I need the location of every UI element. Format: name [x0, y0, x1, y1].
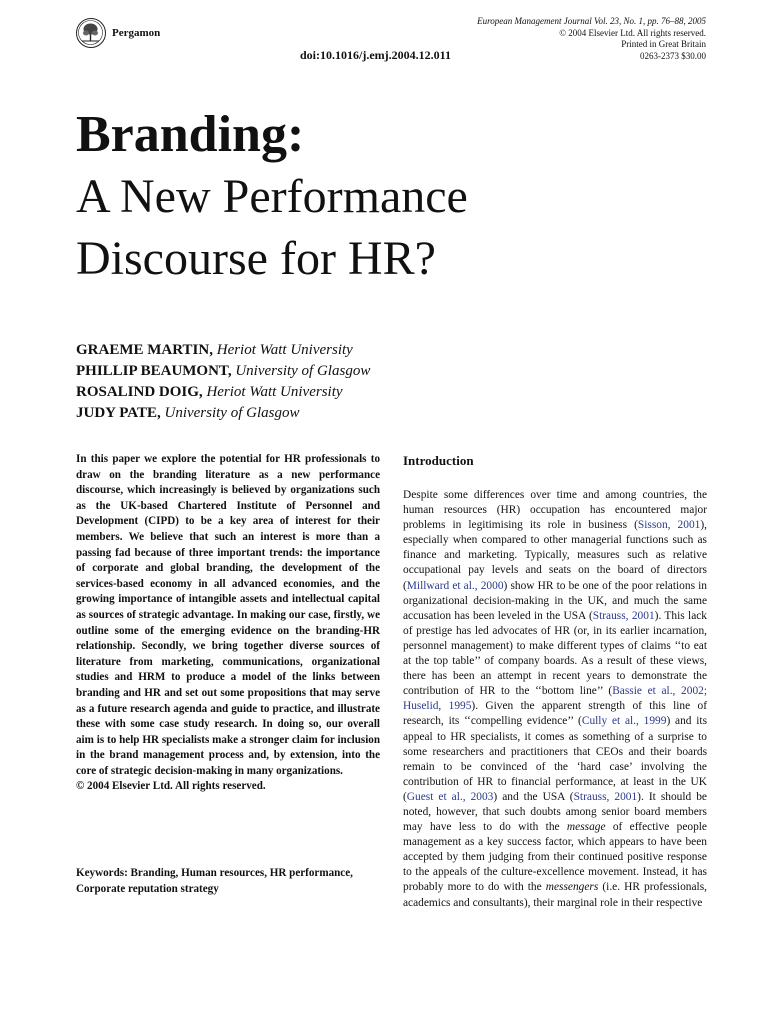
author-affiliation: University of Glasgow [235, 363, 371, 379]
author-entry [76, 340, 370, 361]
author-affiliation: Heriot Watt University [216, 342, 353, 358]
emphasis-text: messengers [545, 881, 599, 894]
author-affiliation: University of Glasgow [164, 405, 300, 421]
body-text-run: ) and its appeal to HR specialists, it comes as something of a surprise to some researchers and practitioners that CEOs and their boards remain to be convinced of the ‘hard case’ involving the contribution of HR to financial performance, at least in the UK ( [403, 715, 708, 803]
citation-link[interactable]: Strauss, 2001 [592, 609, 655, 622]
author-name: ROSALIND DOIG, [76, 384, 203, 400]
title-line-3: Discourse for HR? [76, 232, 436, 285]
journal-printed: Printed in Great Britain [621, 39, 706, 49]
body-text-run: ). This lack of prestige has led advocates of HR (or, in its earlier incarnation, personnel management) to make different types of claims ‘‘to eat at the top table’’ of company boards. As a result of these views, there has been an attempt in recent years to demonstrate the contribution of HR to the ‘‘bottom line’’ ( [403, 609, 707, 698]
body-text-run: (i.e. HR professionals, academics and consultants), their marginal role in their respective [403, 881, 707, 909]
author-entry [76, 382, 370, 403]
author-name: GRAEME MARTIN, [76, 342, 213, 358]
author-affiliation: Heriot Watt University [206, 384, 343, 400]
abstract [76, 452, 380, 795]
title-line-1: Branding: [76, 106, 305, 163]
keywords: Keywords: Branding, Human resources, HR performance, Corporate reputation strategy [76, 867, 353, 895]
citation-link[interactable]: Strauss, 2001 [573, 790, 638, 803]
journal-citation-line [477, 16, 706, 28]
emphasis-text: message [566, 821, 606, 834]
body-text-run: ). It should be noted, however, that such doubts among senior board members may have less to do with the [403, 790, 707, 834]
journal-citation: European Management Journal Vol. 23, No. 1, pp. 76–88, 2005 [477, 16, 706, 26]
introduction-body [403, 488, 707, 911]
citation-link[interactable]: Millward et al., 2000 [406, 579, 504, 592]
journal-copyright: © 2004 Elsevier Ltd. All rights reserved. [559, 27, 706, 38]
doi[interactable]: doi:10.1016/j.emj.2004.12.011 [300, 48, 451, 62]
author-name: JUDY PATE, [76, 405, 161, 421]
elsevier-tree-logo-icon [76, 18, 106, 48]
body-text-run: ) show HR to be one of the poor relations in organizational decision-making in the UK, and much the same accusation has been leveled in the USA ( [403, 579, 707, 622]
body-text-run: Despite some differences over time and among countries, the human resources (HR) occupation has encountered major problems in legitimising its role in business ( [403, 489, 707, 532]
article-title [76, 104, 468, 290]
abstract-copyright: © 2004 Elsevier Ltd. All rights reserved. [76, 780, 266, 793]
section-heading-introduction: Introduction [403, 453, 474, 468]
citation-link[interactable]: Bassie et al., 2002; Huselid, 1995 [403, 685, 707, 713]
author-name: PHILLIP BEAUMONT, [76, 363, 232, 379]
journal-info [477, 16, 706, 62]
citation-link[interactable]: Sisson, 2001 [637, 519, 701, 532]
body-text-run: ). Given the apparent strength of this line of research, its ‘‘compelling evidence’’ ( [403, 700, 707, 728]
citation-link[interactable]: Guest et al., 2003 [406, 790, 494, 803]
author-entry [76, 403, 370, 424]
author-entry [76, 361, 370, 382]
publisher-name: Pergamon [112, 27, 161, 39]
journal-issn-price: 0263-2373 $30.00 [640, 50, 706, 61]
body-text-run: of effective people management as a key success factor, which appears to have been accepted by them judging from their continued positive response to the appeals of the culture-excellence movement. Instead, it has probably more to do with the [403, 821, 707, 894]
citation-link[interactable]: Cully et al., 1999 [581, 715, 667, 728]
introduction-paragraph [403, 488, 707, 911]
title-line-2: A New Performance [76, 170, 468, 223]
body-text-run: ) and the USA ( [493, 790, 574, 803]
abstract-text: In this paper we explore the potential for HR professionals to draw on the branding literature as a new performance discourse, which increasingly is believed by organizations such as the UK-based Chartered Institute of Personnel and Development (CIPD) to be a key area of interest for their members. We believe that such an interest is more than a passing fad because of three important trends: the importance of corporate and global branding, the development of the services-based economy in all advanced economies, and the growing importance of intangible assets and intellectual capital as sources of strategic advantage. In making our case, firstly, we outline some of the emerging evidence on the branding-HR relationship. Secondly, we bring together diverse sources of literature from marketing, communications, organizational studies and HRM to produce a model of the links between branding and HR and set out some propositions that may serve as a future research agenda and guide to practice, and illustrate these with some case study research. In doing so, our overall aim is to help HR specialists make a stronger claim for inclusion in the brand management process and, by extension, into the core of strategic decision-making in many organizations. [76, 453, 380, 777]
publisher-block [76, 18, 160, 48]
body-text-run: ), especially when compared to other managerial functions such as finance and marketing. Typically, measures such as relative occupational pay levels and seats on the board of directors ( [403, 519, 707, 592]
author-list [76, 340, 370, 424]
